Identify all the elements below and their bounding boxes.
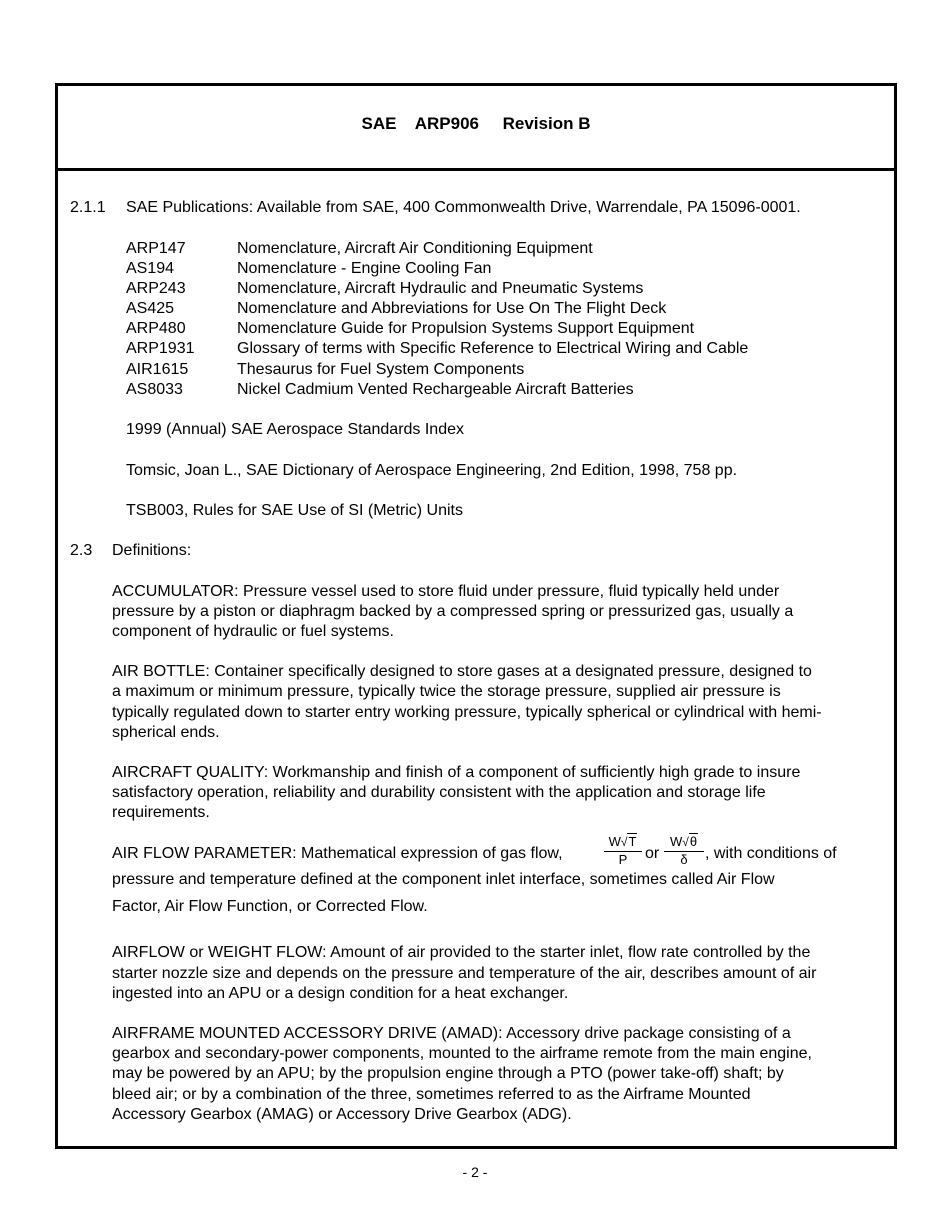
definition-line: gearbox and secondary-power components, mounted to the airframe remote from the main engine, [112,1045,812,1062]
reference-id: AS194 [126,260,175,277]
formula-w: W [669,834,683,849]
formula-w-sqrt-t-over-p [604,834,642,868]
definition-line: pressure by a piston or diaphragm backed by a compressed spring or pressurized gas, usually a [112,603,794,620]
section-2-1-1-text: SAE Publications: Available from SAE, 400 Commonwealth Drive, Warrendale, PA 15096-0001. [126,199,801,216]
reference-id: AS8033 [126,381,183,398]
definition-line: AIRCRAFT QUALITY: Workmanship and finish of a component of sufficiently high grade to insure [112,764,801,781]
reference-id: ARP147 [126,240,186,257]
reference-id: ARP480 [126,320,186,337]
formula-radicand: θ [689,834,698,849]
formula-numerator [604,834,642,852]
definition-line: typically regulated down to starter entry working pressure, typically spherical or cylindrical with hemi- [112,704,822,721]
definition-line: component of hydraulic or fuel systems. [112,623,394,640]
reference-title: Nomenclature and Abbreviations for Use On The Flight Deck [237,300,667,317]
reference-title: Glossary of terms with Specific Reference to Electrical Wiring and Cable [237,340,749,357]
definition-line: spherical ends. [112,724,220,741]
formula-radicand: T [628,834,637,849]
definition-line: AIR BOTTLE: Container specifically designed to store gases at a designated pressure, designed to [112,663,812,680]
header-doc-number: ARP906 [414,114,479,133]
definition-line: pressure and temperature defined at the component inlet interface, sometimes called Air Flow [112,871,775,888]
formula-w: W [608,834,621,849]
header-org: SAE [361,114,397,133]
definition-line: a maximum or minimum pressure, typically twice the storage pressure, supplied air pressure is [112,683,781,700]
reference-id: AIR1615 [126,361,189,378]
dictionary-ref: Tomsic, Joan L., SAE Dictionary of Aerospace Engineering, 2nd Edition, 1998, 758 pp. [126,462,738,479]
definition-line: Accessory Gearbox (AMAG) or Accessory Drive Gearbox (ADG). [112,1106,572,1123]
reference-title: Nomenclature, Aircraft Hydraulic and Pneumatic Systems [237,280,644,297]
reference-title: Nickel Cadmium Vented Rechargeable Aircraft Batteries [237,381,634,398]
tsb-ref: TSB003, Rules for SAE Use of SI (Metric) Units [126,502,463,519]
formula-or: or [645,845,660,862]
reference-title: Nomenclature, Aircraft Air Conditioning Equipment [237,240,593,257]
formula-denominator: P [618,852,628,867]
reference-title: Nomenclature Guide for Propulsion Systems Support Equipment [237,320,695,337]
section-2-3-number: 2.3 [70,542,93,559]
reference-id: ARP243 [126,280,186,297]
reference-title: Thesaurus for Fuel System Components [237,361,525,378]
definition-lead: AIR FLOW PARAMETER: Mathematical expression of gas flow, [112,845,563,862]
definition-line: ACCUMULATOR: Pressure vessel used to store fluid under pressure, fluid typically held under [112,583,780,600]
definition-line: satisfactory operation, reliability and durability consistent with the application and storage life [112,784,766,801]
reference-id: ARP1931 [126,340,195,357]
formula-w-sqrt-theta-over-delta [664,834,704,868]
definition-line: Factor, Air Flow Function, or Corrected Flow. [112,898,428,915]
reference-id: AS425 [126,300,175,317]
formula-denominator: δ [680,852,688,867]
definition-line: AIRFRAME MOUNTED ACCESSORY DRIVE (AMAD): Accessory drive package consisting of a [112,1025,791,1042]
definition-line: requirements. [112,804,210,821]
definition-line: bleed air; or by a combination of the three, sometimes referred to as the Airframe Mounted [112,1086,751,1103]
definition-line: AIRFLOW or WEIGHT FLOW: Amount of air provided to the starter inlet, flow rate controlled by the [112,944,811,961]
section-2-1-1-number: 2.1.1 [70,199,106,216]
section-2-3-title: Definitions: [112,542,192,559]
sqrt-icon: √θ [682,834,698,849]
standards-index-ref: 1999 (Annual) SAE Aerospace Standards Index [126,421,464,438]
formula-numerator [664,834,704,852]
reference-title: Nomenclature - Engine Cooling Fan [237,260,492,277]
page-number: - 2 - [462,1164,488,1180]
definition-line: ingested into an APU or a design condition for a heat exchanger. [112,985,569,1002]
definition-line: starter nozzle size and depends on the pressure and temperature of the air, describes amount of air [112,965,817,982]
definition-tail: , with conditions of [705,845,837,862]
header-revision: Revision B [502,114,591,133]
document-header [58,86,894,171]
header-title [58,114,894,134]
sqrt-icon: √T [620,834,637,849]
definition-line: may be powered by an APU; by the propulsion engine through a PTO (power take-off) shaft; by [112,1065,784,1082]
